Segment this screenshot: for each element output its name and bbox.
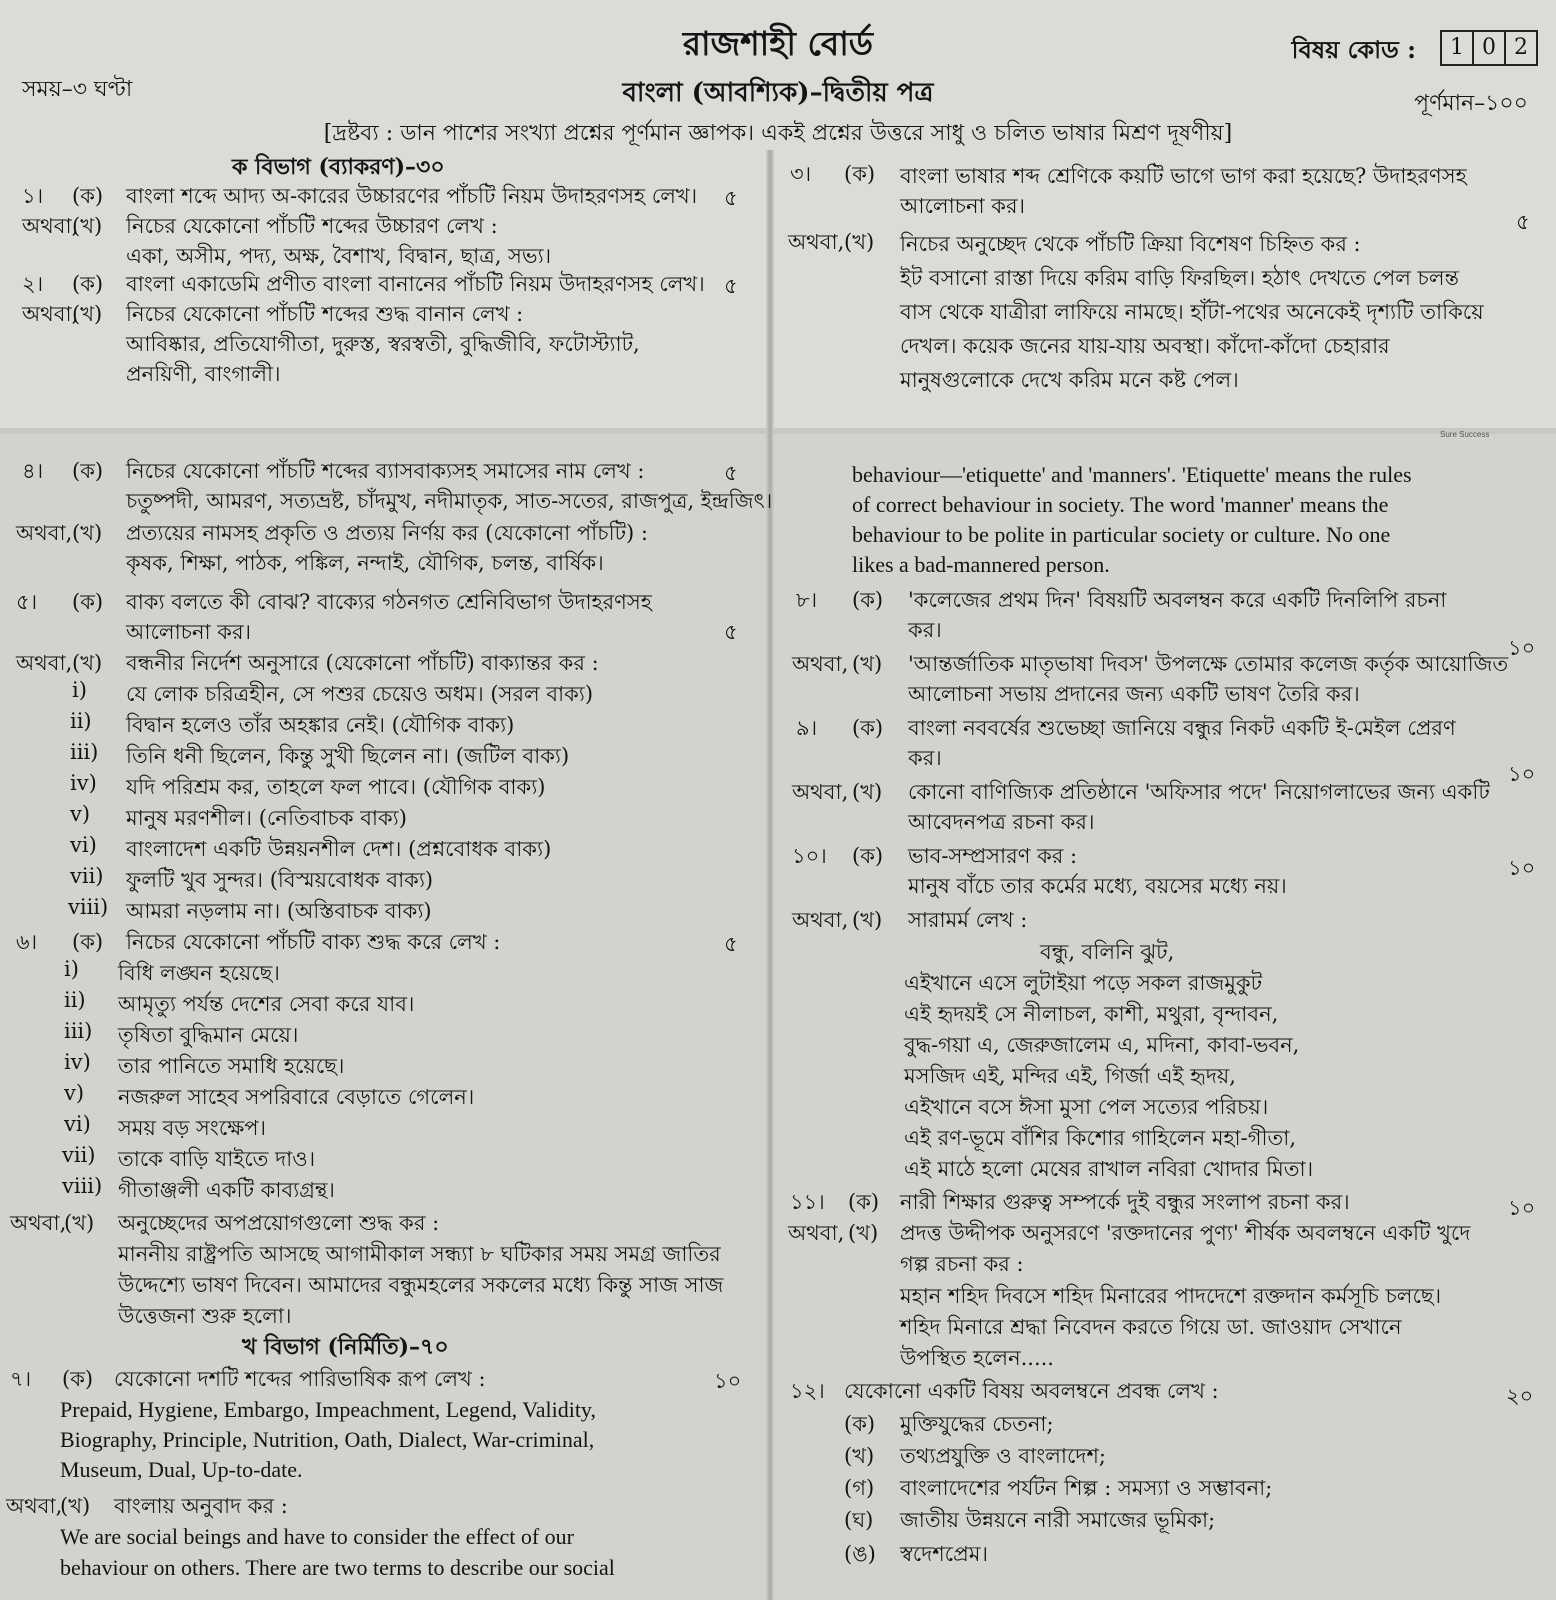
poem-line: এইখানে বসে ঈসা মুসা পেল সত্যের পরিচয়। bbox=[904, 1095, 1269, 1119]
list-item: তার পানিতে সমাধি হয়েছে। bbox=[118, 1054, 345, 1078]
poem-line: বন্ধু, বলিনি ঝুট, bbox=[1040, 940, 1175, 964]
q7b-passage: We are social beings and have to consider the effect of our bbox=[60, 1524, 575, 1549]
q6a-text: নিচের যেকোনো পাঁচটি বাক্য শুদ্ধ করে লেখ : bbox=[126, 930, 501, 954]
exam-note: [দ্রষ্টব্য : ডান পাশের সংখ্যা প্রশ্নের পূর্ণমান জ্ঞাপক। একই প্রশ্নের উত্তরে সাধু ও চলিত ভাষার মিশ্রণ দূষণীয়] bbox=[323, 121, 1233, 146]
essay-topic: জাতীয় উন্নয়নে নারী সমাজের ভূমিকা; bbox=[900, 1508, 1216, 1532]
q-part: (খ) bbox=[852, 908, 883, 932]
q11b-text: গল্প রচনা কর : bbox=[900, 1252, 1024, 1276]
item-number: vii) bbox=[62, 1143, 96, 1167]
q-part: (খ) bbox=[72, 214, 103, 238]
item-number: i) bbox=[64, 957, 79, 981]
q12-text: যেকোনো একটি বিষয় অবলম্বনে প্রবন্ধ লেখ : bbox=[844, 1379, 1219, 1403]
list-item: বিদ্বান হলেও তাঁর অহঙ্কার নেই। (যৌগিক বাক্য) bbox=[126, 713, 515, 737]
q10b-text: সারামর্ম লেখ : bbox=[908, 908, 1028, 932]
q-number: ১০। bbox=[792, 844, 827, 868]
q3b-passage: বাস থেকে যাত্রীরা লাফিয়ে নামছে। হাঁটা-পথের অনেকেই দৃশ্যটি তাকিয়ে bbox=[900, 300, 1484, 324]
q2b-words: আবিষ্কার, প্রতিযোগীতা, দুরুস্ত, স্বরস্বতী, বুদ্ধিজীবি, ফটোস্ট্যাট, bbox=[126, 332, 640, 356]
q3b-passage: মানুষগুলোকে দেখে করিম মনে কষ্ট পেল। bbox=[900, 368, 1239, 392]
q9b-text: কোনো বাণিজ্যিক প্রতিষ্ঠানে 'অফিসার পদে' নিয়োগলাভের জন্য একটি bbox=[908, 780, 1490, 804]
q1b-text: নিচের যেকোনো পাঁচটি শব্দের উচ্চারণ লেখ : bbox=[126, 214, 498, 238]
q3b-passage: ইট বসানো রাস্তা দিয়ে করিম বাড়ি ফিরছিল। হঠাৎ দেখতে পেল চলন্ত bbox=[900, 266, 1459, 290]
q-number: ৮। bbox=[796, 588, 818, 612]
list-item: যে লোক চরিত্রহীন, সে পশুর চেয়েও অধম। (সরল বাক্য) bbox=[126, 682, 594, 706]
q-part: (খ) bbox=[60, 1494, 91, 1518]
q-part: (খ) bbox=[72, 302, 103, 326]
q-number: ৬। bbox=[16, 930, 38, 954]
essay-topic: তথ্যপ্রযুক্তি ও বাংলাদেশ; bbox=[900, 1444, 1106, 1468]
section-kha-heading: খ বিভাগ (নির্মিতি)–৭০ bbox=[242, 1334, 449, 1360]
q4a-text: নিচের যেকোনো পাঁচটি শব্দের ব্যাসবাক্যসহ সমাসের নাম লেখ : bbox=[126, 459, 645, 483]
q-part: (খ) bbox=[72, 651, 103, 675]
q11b-stimulus: উপস্থিত হলেন..... bbox=[900, 1346, 1054, 1370]
athoba-label: অথবা, bbox=[788, 1221, 845, 1245]
q10a-text: ভাব-সম্প্রসারণ কর : bbox=[908, 844, 1078, 868]
q4a-words: চতুষ্পদী, আমরণ, সত্যভ্রষ্ট, চাঁদমুখ, নদীমাতৃক, সাত-সতের, রাজপুত্র, ইন্দ্রজিৎ। bbox=[126, 489, 773, 513]
q-part: (ক) bbox=[72, 590, 104, 614]
section-ka-heading: ক বিভাগ (ব্যাকরণ)–৩০ bbox=[232, 154, 445, 180]
subject-title: বাংলা (আবশ্যিক)–দ্বিতীয় পত্র bbox=[622, 78, 934, 108]
q-part: (খ) bbox=[844, 230, 875, 254]
q6b-passage: মাননীয় রাষ্ট্রপতি আসছে আগামীকাল সন্ধ্যা ৮ ঘটিকার সময় সমগ্র জাতির bbox=[118, 1242, 721, 1266]
q4b-words: কৃষক, শিক্ষা, পাঠক, পঙ্কিল, নন্দাই, যৌগিক, চলন্ত, বার্ষিক। bbox=[126, 551, 604, 575]
q-number: ১। bbox=[22, 184, 44, 208]
poem-line: এই হৃদয়ই সে নীলাচল, কাশী, মথুরা, বৃন্দাবন, bbox=[904, 1002, 1279, 1026]
athoba-label: অথবা, bbox=[792, 908, 849, 932]
q3b-text: নিচের অনুচ্ছেদ থেকে পাঁচটি ক্রিয়া বিশেষণ চিহ্নিত কর : bbox=[900, 232, 1361, 256]
code-digit: 1 bbox=[1440, 30, 1474, 66]
list-item: ফুলটি খুব সুন্দর। (বিস্ময়বোধক বাক্য) bbox=[126, 868, 434, 892]
q-part: (ক) bbox=[72, 930, 104, 954]
item-number: (ঙ) bbox=[844, 1542, 876, 1566]
list-item: নজরুল সাহেব সপরিবারে বেড়াতে গেলেন। bbox=[118, 1085, 475, 1109]
item-number: ii) bbox=[70, 709, 92, 733]
athoba-label: অথবা, bbox=[788, 230, 845, 254]
q9a-text: কর। bbox=[908, 746, 942, 770]
list-item: তাকে বাড়ি যাইতে দাও। bbox=[118, 1147, 316, 1171]
athoba-label: অথবা, bbox=[22, 302, 79, 326]
q-part: (খ) bbox=[64, 1211, 95, 1235]
q3a-text: বাংলা ভাষার শব্দ শ্রেণিকে কয়টি ভাগে ভাগ করা হয়েছে? উদাহরণসহ bbox=[900, 164, 1467, 188]
board-title: রাজশাহী বোর্ড bbox=[682, 24, 874, 63]
list-item: বাংলাদেশ একটি উন্নয়নশীল দেশ। (প্রশ্নবোধক বাক্য) bbox=[126, 837, 552, 861]
q-mark: ৫ bbox=[1516, 210, 1530, 234]
q-number: ১১। bbox=[790, 1190, 825, 1214]
q-number: ২। bbox=[22, 272, 44, 296]
list-item: বিধি লঙ্ঘন হয়েছে। bbox=[118, 961, 280, 985]
q-mark: ৫ bbox=[724, 274, 738, 298]
full-marks: পূর্ণমান–১০০ bbox=[1414, 91, 1528, 116]
q8b-text: আলোচনা সভায় প্রদানের জন্য একটি ভাষণ তৈরি কর। bbox=[908, 682, 1360, 706]
q-part: (ক) bbox=[844, 162, 876, 186]
poem-line: এইখানে এসে লুটাইয়া পড়ে সকল রাজমুকুট bbox=[904, 971, 1263, 995]
athoba-label: অথবা, bbox=[16, 521, 73, 545]
q7b-passage: behaviour to be polite in particular society or culture. No one bbox=[852, 522, 1391, 547]
item-number: iv) bbox=[70, 771, 97, 795]
q5a-text: বাক্য বলতে কী বোঝ? বাক্যের গঠনগত শ্রেনিবিভাগ উদাহরণসহ bbox=[126, 590, 652, 614]
q-number: ৫। bbox=[16, 590, 38, 614]
q-mark: ১০ bbox=[1508, 762, 1536, 786]
q-mark: ১০ bbox=[714, 1369, 742, 1393]
item-number: (গ) bbox=[844, 1476, 875, 1500]
q6b-text: অনুচ্ছেদের অপপ্রয়োগগুলো শুদ্ধ কর : bbox=[118, 1211, 440, 1235]
athoba-label: অথবা, bbox=[6, 1494, 63, 1518]
q11a-text: নারী শিক্ষার গুরুত্ব সম্পর্কে দুই বন্ধুর সংলাপ রচনা কর। bbox=[900, 1190, 1350, 1214]
q2b-words: প্রনয়িণী, বাংগালী। bbox=[126, 362, 281, 386]
q9a-text: বাংলা নববর্ষের শুভেচ্ছা জানিয়ে বন্ধুর নিকট একটি ই-মেইল প্রেরণ bbox=[908, 716, 1456, 740]
q-part: (ক) bbox=[848, 1190, 880, 1214]
poem-line: এই মাঠে হলো মেষের রাখাল নবিরা খোদার মিতা। bbox=[904, 1157, 1314, 1181]
q7a-english-words: Biography, Principle, Nutrition, Oath, Dialect, War-criminal, bbox=[60, 1427, 595, 1452]
q7b-passage: behaviour—'etiquette' and 'manners'. 'Etiquette' means the rules bbox=[852, 462, 1412, 487]
list-item: তিনি ধনী ছিলেন, কিন্তু সুখী ছিলেন না। (জটিল বাক্য) bbox=[126, 744, 570, 768]
poem-line: মসজিদ এই, মন্দির এই, গির্জা এই হৃদয়, bbox=[904, 1064, 1236, 1088]
q8a-text: কর। bbox=[908, 618, 942, 642]
q7b-passage: of correct behaviour in society. The word 'manner' means the bbox=[852, 492, 1389, 517]
q-number: ৪। bbox=[22, 459, 44, 483]
q6b-passage: উদ্দেশ্যে ভাষণ দিবেন। আমাদের বন্ধুমহলের সকলের মধ্যে কিন্তু সাজ সাজ bbox=[118, 1273, 724, 1297]
exam-time: সময়–৩ ঘণ্টা bbox=[22, 77, 133, 102]
item-number: iv) bbox=[64, 1050, 91, 1074]
subject-code-box bbox=[1442, 30, 1538, 66]
q-mark: ১০ bbox=[1508, 856, 1536, 880]
q7b-passage: behaviour on others. There are two terms to describe our social bbox=[60, 1555, 615, 1580]
item-number: v) bbox=[64, 1081, 85, 1105]
q-number: ৯। bbox=[796, 716, 818, 740]
q8a-text: 'কলেজের প্রথম দিন' বিষয়টি অবলম্বন করে একটি দিনলিপি রচনা bbox=[908, 588, 1447, 612]
essay-topic: বাংলাদেশের পর্যটন শিল্প : সমস্যা ও সম্ভাবনা; bbox=[900, 1476, 1273, 1500]
q-part: (ক) bbox=[852, 588, 884, 612]
item-number: iii) bbox=[70, 740, 99, 764]
list-item: আমরা নড়লাম না। (অস্তিবাচক বাক্য) bbox=[126, 899, 432, 923]
q-mark: ১০ bbox=[1508, 1196, 1536, 1220]
subject-code-label: বিষয় কোড : bbox=[1291, 35, 1416, 64]
q8b-text: 'আন্তর্জাতিক মাতৃভাষা দিবস' উপলক্ষে তোমার কলেজ কর্তৃক আয়োজিত bbox=[908, 652, 1509, 676]
q-mark: ৫ bbox=[724, 620, 738, 644]
q9b-text: আবেদনপত্র রচনা কর। bbox=[908, 810, 1095, 834]
poem-line: বুদ্ধ-গয়া এ, জেরুজালেম এ, মদিনা, কাবা-ভবন, bbox=[904, 1033, 1300, 1057]
essay-topic: স্বদেশপ্রেম। bbox=[900, 1542, 988, 1566]
item-number: viii) bbox=[62, 1174, 103, 1198]
q4b-text: প্রত্যয়ের নামসহ প্রকৃতি ও প্রত্যয় নির্ণয় কর (যেকোনো পাঁচটি) : bbox=[126, 521, 648, 545]
item-number: vi) bbox=[70, 833, 97, 857]
code-digit: 0 bbox=[1472, 30, 1506, 66]
q7a-english-words: Museum, Dual, Up-to-date. bbox=[60, 1457, 303, 1482]
q-mark: ৫ bbox=[724, 186, 738, 210]
item-number: (ঘ) bbox=[844, 1508, 874, 1532]
athoba-label: অথবা, bbox=[22, 214, 79, 238]
q-number: ৭। bbox=[10, 1367, 32, 1391]
q10a-proverb: মানুষ বাঁচে তার কর্মের মধ্যে, বয়সের মধ্যে নয়। bbox=[908, 874, 1287, 898]
list-item: গীতাঞ্জলী একটি কাব্যগ্রন্থ। bbox=[118, 1178, 335, 1202]
page-fold bbox=[766, 150, 774, 1600]
q-part: (ক) bbox=[852, 716, 884, 740]
q7a-english-words: Prepaid, Hygiene, Embargo, Impeachment, Legend, Validity, bbox=[60, 1397, 597, 1422]
item-number: vii) bbox=[70, 864, 104, 888]
q11b-text: প্রদত্ত উদ্দীপক অনুসরণে 'রক্তদানের পুণ্য' শীর্ষক অবলম্বনে একটি খুদে bbox=[900, 1221, 1471, 1245]
q-part: (খ) bbox=[852, 652, 883, 676]
q3a-text: আলোচনা কর। bbox=[900, 194, 1026, 218]
q7a-text: যেকোনো দশটি শব্দের পারিভাষিক রূপ লেখ : bbox=[114, 1367, 486, 1391]
q-part: (ক) bbox=[852, 844, 884, 868]
q-part: (খ) bbox=[852, 780, 883, 804]
item-number: (খ) bbox=[844, 1444, 875, 1468]
athoba-label: অথবা, bbox=[792, 652, 849, 676]
essay-topic: মুক্তিযুদ্ধের চেতনা; bbox=[900, 1412, 1054, 1436]
q7b-text: বাংলায় অনুবাদ কর : bbox=[114, 1494, 288, 1518]
item-number: (ক) bbox=[844, 1412, 876, 1436]
q6b-passage: উত্তেজনা শুরু হলো। bbox=[118, 1304, 292, 1328]
q-part: (খ) bbox=[72, 521, 103, 545]
q-mark: ৫ bbox=[724, 932, 738, 956]
code-digit: 2 bbox=[1504, 30, 1538, 66]
q-number: ১২। bbox=[790, 1379, 825, 1403]
list-item: আমৃত্যু পর্যন্ত দেশের সেবা করে যাব। bbox=[118, 992, 415, 1016]
q-part: (ক) bbox=[72, 459, 104, 483]
q3b-passage: দেখল। কয়েক জনের যায়-যায় অবস্থা। কাঁদো-কাঁদো চেহারার bbox=[900, 334, 1390, 358]
q-part: (ক) bbox=[72, 272, 104, 296]
poem-line: এই রণ-ভূমে বাঁশির কিশোর গাহিলেন মহা-গীতা, bbox=[904, 1126, 1297, 1150]
q7b-passage: likes a bad-mannered person. bbox=[852, 552, 1110, 577]
q11b-stimulus: মহান শহিদ দিবসে শহিদ মিনারের পাদদেশে রক্তদান কর্মসূচি চলছে। bbox=[900, 1284, 1442, 1308]
q-part: (খ) bbox=[848, 1221, 879, 1245]
photo-seam bbox=[0, 428, 1556, 434]
athoba-label: অথবা, bbox=[16, 651, 73, 675]
q-part: (ক) bbox=[62, 1367, 94, 1391]
list-item: তৃষিতা বুদ্ধিমান মেয়ে। bbox=[118, 1023, 299, 1047]
item-number: i) bbox=[72, 678, 87, 702]
item-number: ii) bbox=[64, 988, 86, 1012]
item-number: v) bbox=[70, 802, 91, 826]
list-item: সময় বড় সংক্ষেপ। bbox=[118, 1116, 267, 1140]
q-mark: ২০ bbox=[1506, 1384, 1534, 1408]
q-number: ৩। bbox=[790, 162, 812, 186]
q-mark: ১০ bbox=[1508, 636, 1536, 660]
q5a-text: আলোচনা কর। bbox=[126, 620, 252, 644]
item-number: vi) bbox=[64, 1112, 91, 1136]
q2b-text: নিচের যেকোনো পাঁচটি শব্দের শুদ্ধ বানান লেখ : bbox=[126, 302, 524, 326]
athoba-label: অথবা, bbox=[792, 780, 849, 804]
item-number: iii) bbox=[64, 1019, 93, 1043]
q2a-text: বাংলা একাডেমি প্রণীত বাংলা বানানের পাঁচটি নিয়ম উদাহরণসহ লেখ। bbox=[126, 272, 705, 296]
stamp-text: Sure Success bbox=[1440, 430, 1490, 439]
q-mark: ৫ bbox=[724, 461, 738, 485]
q5b-text: বন্ধনীর নির্দেশ অনুসারে (যেকোনো পাঁচটি) বাক্যান্তর কর : bbox=[126, 651, 599, 675]
q-part: (ক) bbox=[72, 184, 104, 208]
q1a-text: বাংলা শব্দে আদ্য অ-কারের উচ্চারণের পাঁচটি নিয়ম উদাহরণসহ লেখ। bbox=[126, 184, 698, 208]
item-number: viii) bbox=[68, 895, 109, 919]
athoba-label: অথবা, bbox=[10, 1211, 67, 1235]
q11b-stimulus: শহিদ মিনারে শ্রদ্ধা নিবেদন করতে গিয়ে ডা. জাওয়াদ সেখানে bbox=[900, 1315, 1402, 1339]
list-item: মানুষ মরণশীল। (নেতিবাচক বাক্য) bbox=[126, 806, 407, 830]
list-item: যদি পরিশ্রম কর, তাহলে ফল পাবে। (যৌগিক বাক্য) bbox=[126, 775, 546, 799]
q1b-words: একা, অসীম, পদ্য, অক্ষ, বৈশাখ, বিদ্বান, ছাত্র, সভ্য। bbox=[126, 244, 552, 268]
